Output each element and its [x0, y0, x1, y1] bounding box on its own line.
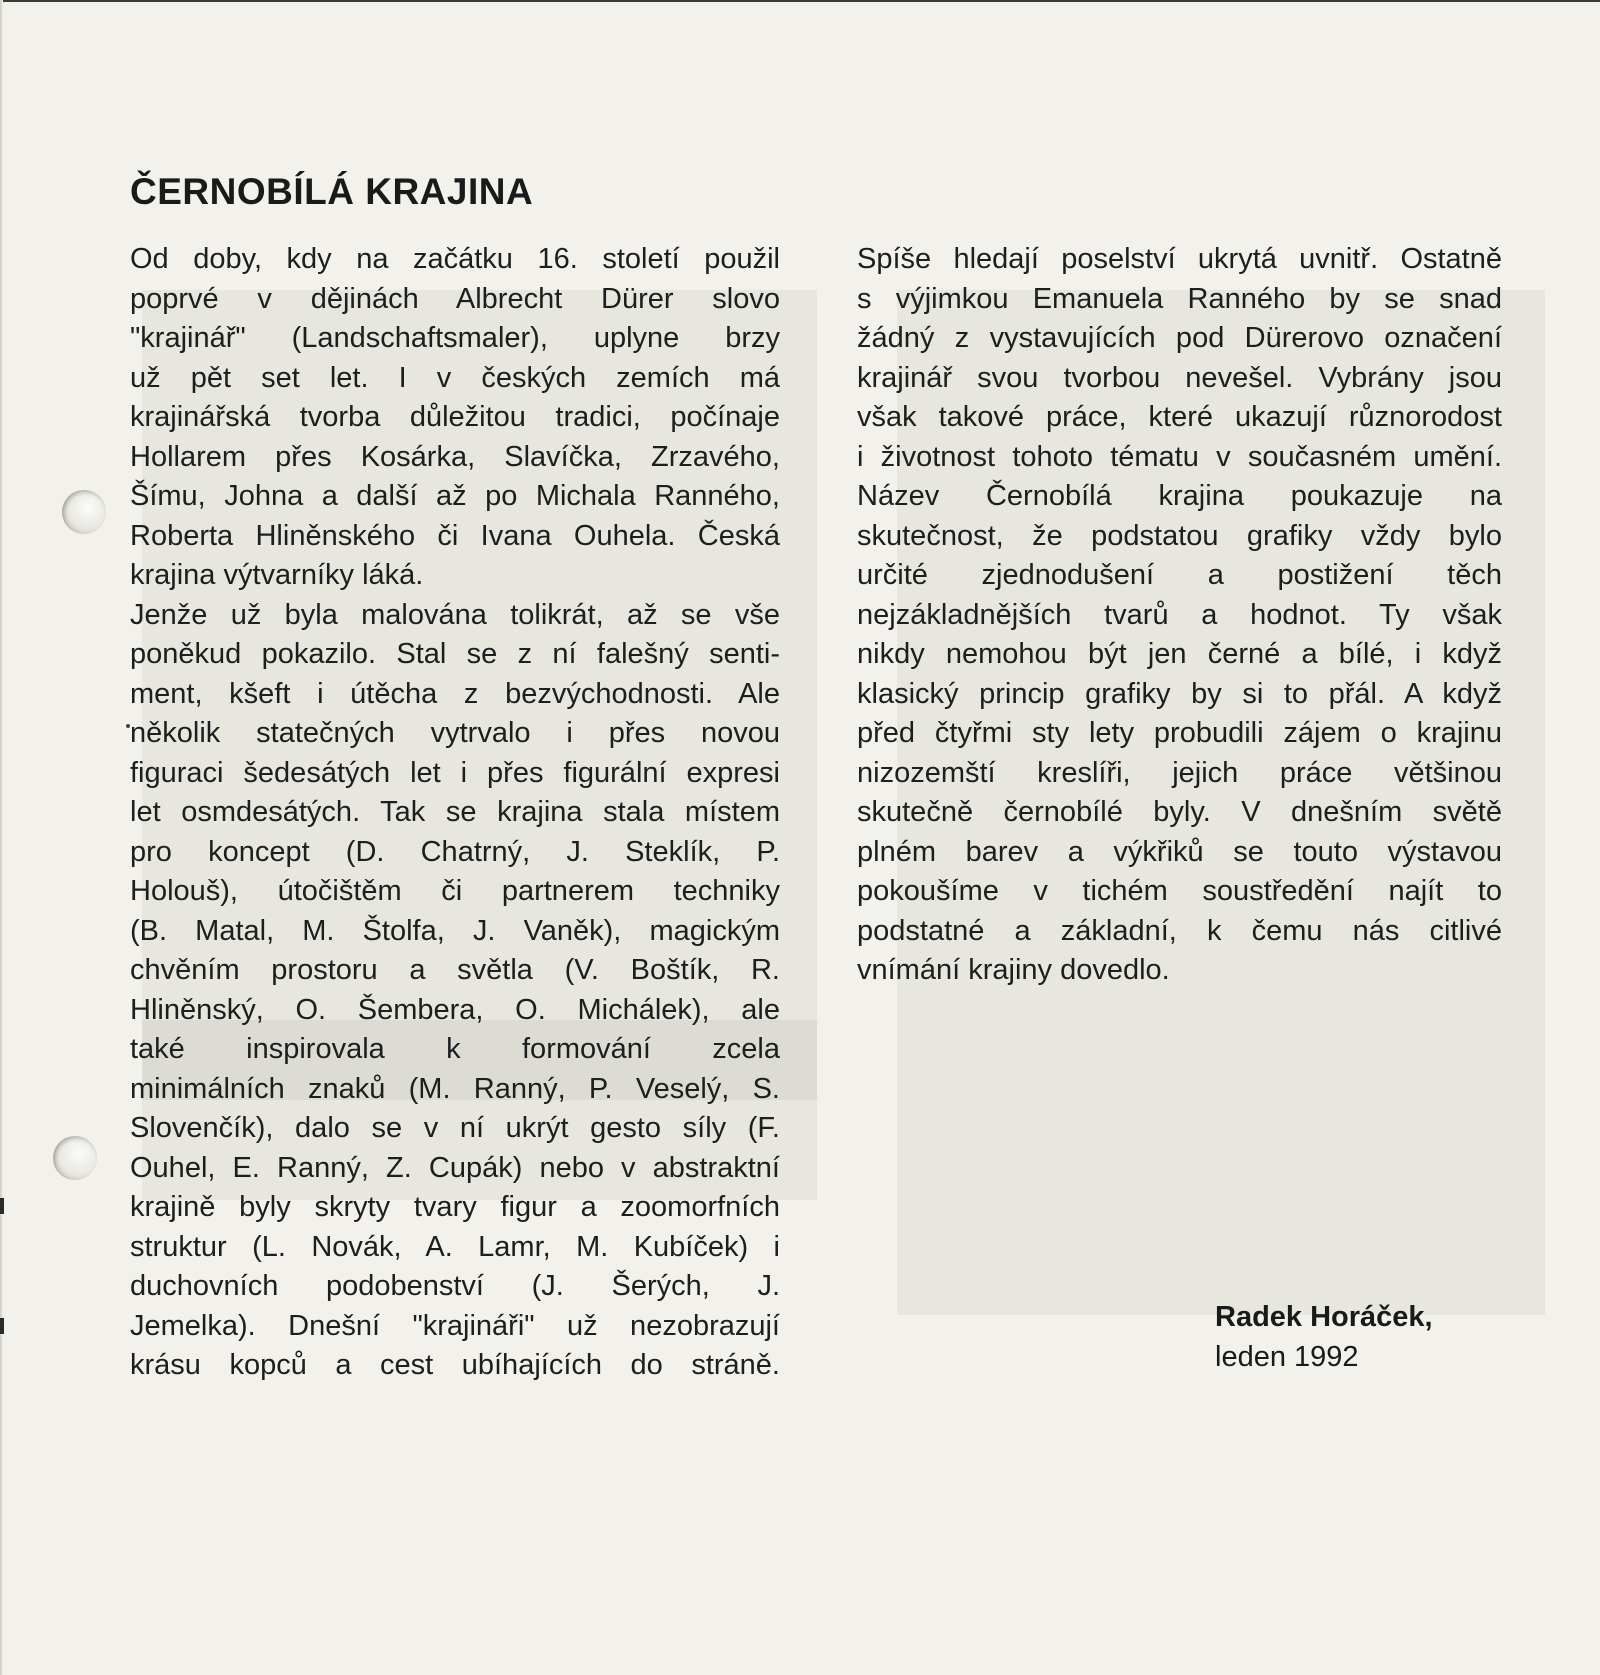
- text-line: Hollarem přes Kosárka, Slavíčka, Zrzavého,: [130, 440, 780, 473]
- text-line: určité zjednodušení a postižení těch: [857, 559, 1502, 591]
- text-line: skutečně černobílé byly. V dnešním světě: [857, 796, 1502, 828]
- text-line: už pět set let. I v českých zemích má: [130, 361, 780, 394]
- text-line: Slovenčík), dalo se v ní ukrýt gesto síly (F.: [130, 1112, 780, 1144]
- text-line: Od doby, kdy na začátku 16. století použil: [130, 243, 780, 275]
- text-line: však takové práce, které ukazují různorodost: [857, 401, 1502, 433]
- text-line: chvěním prostoru a světla (V. Boštík, R.: [130, 954, 780, 986]
- text-line: podstatné a základní, k čemu nás citlivé: [857, 914, 1502, 947]
- author-name: Radek Horáček,: [1215, 1301, 1433, 1333]
- text-line: Šímu, Johna a další až po Michala Ranného,: [130, 480, 780, 512]
- text-line: poprvé v dějinách Albrecht Dürer slovo: [130, 282, 780, 315]
- text-line: pro koncept (D. Chatrný, J. Steklík, P.: [130, 835, 780, 868]
- text-line: krajinářská tvorba důležitou tradici, počínaje: [130, 401, 780, 433]
- text-line: krajinář svou tvorbou nevešel. Vybrány jsou: [857, 361, 1502, 394]
- text-line: krajině byly skryty tvary figur a zoomorfních: [130, 1191, 780, 1223]
- text-line: Roberta Hliněnského či Ivana Ouhela. Česká: [130, 519, 780, 552]
- text-line: Ouhel, E. Ranný, Z. Cupák) nebo v abstraktní: [130, 1151, 780, 1184]
- binding-mark: [0, 1198, 4, 1214]
- text-line: poněkud pokazilo. Stal se z ní falešný senti-: [130, 638, 780, 670]
- text-line: "krajinář" (Landschaftsmaler), uplyne brzy: [130, 322, 780, 354]
- text-line: krásu kopců a cest ubíhajících do stráně.: [130, 1349, 780, 1381]
- text-line: plném barev a výkřiků se touto výstavou: [857, 835, 1502, 868]
- text-line: Jenže už byla malována tolikrát, až se vše: [130, 598, 780, 631]
- text-line: před čtyřmi sty lety probudili zájem o krajinu: [857, 717, 1502, 749]
- text-line: několik statečných vytrvalo i přes novou: [130, 717, 780, 749]
- left-text-column: [130, 240, 780, 1386]
- punch-hole-icon: [53, 1136, 97, 1180]
- text-line: minimálních znaků (M. Ranný, P. Veselý, S.: [130, 1072, 780, 1105]
- text-line: i životnost tohoto tématu v současném umění.: [857, 440, 1502, 473]
- text-line: nejzákladnějších tvarů a hodnot. Ty však: [857, 598, 1502, 631]
- text-line: ment, kšeft i útěcha z bezvýchodnosti. Ale: [130, 677, 780, 710]
- text-line: figuraci šedesátých let i přes figurální expresi: [130, 756, 780, 789]
- text-line: žádný z vystavujících pod Dürerovo označení: [857, 322, 1502, 354]
- text-line: struktur (L. Novák, A. Lamr, M. Kubíček) i: [130, 1230, 780, 1263]
- text-line: (B. Matal, M. Štolfa, J. Vaněk), magickým: [130, 914, 780, 947]
- text-line: duchovních podobenství (J. Šerých, J.: [130, 1270, 780, 1302]
- text-line: Název Černobílá krajina poukazuje na: [857, 480, 1502, 512]
- text-line: také inspirovala k formování zcela: [130, 1033, 780, 1065]
- text-line: Hliněnský, O. Šembera, O. Michálek), ale: [130, 993, 780, 1026]
- text-line: klasický princip grafiky by si to přál. A když: [857, 677, 1502, 710]
- page-left-edge: [0, 0, 3, 1675]
- text-line: Jemelka). Dnešní "krajináři" už nezobrazují: [130, 1309, 780, 1342]
- right-text-column: [857, 240, 1502, 991]
- page-top-edge: [0, 0, 1600, 2]
- page-title: ČERNOBÍLÁ KRAJINA: [130, 171, 534, 212]
- text-line: Spíše hledají poselství ukrytá uvnitř. Ostatně: [857, 243, 1502, 275]
- text-line: nizozemští kreslíři, jejich práce většinou: [857, 756, 1502, 789]
- text-line: nikdy nemohou být jen černé a bílé, i když: [857, 638, 1502, 670]
- text-line: s výjimkou Emanuela Ranného by se snad: [857, 282, 1502, 315]
- text-line: krajina výtvarníky láká.: [130, 559, 424, 591]
- author-signature: [1215, 1297, 1433, 1377]
- text-line: vnímání krajiny dovedlo.: [857, 954, 1170, 986]
- text-line: skutečnost, že podstatou grafiky vždy bylo: [857, 519, 1502, 552]
- signature-date: leden 1992: [1215, 1341, 1359, 1373]
- text-line: pokoušíme v tichém soustředění najít to: [857, 875, 1502, 907]
- punch-hole-icon: [62, 490, 106, 534]
- text-line: Holouš), útočištěm či partnerem techniky: [130, 875, 780, 907]
- binding-mark: [0, 1318, 4, 1334]
- text-line: let osmdesátých. Tak se krajina stala místem: [130, 796, 780, 828]
